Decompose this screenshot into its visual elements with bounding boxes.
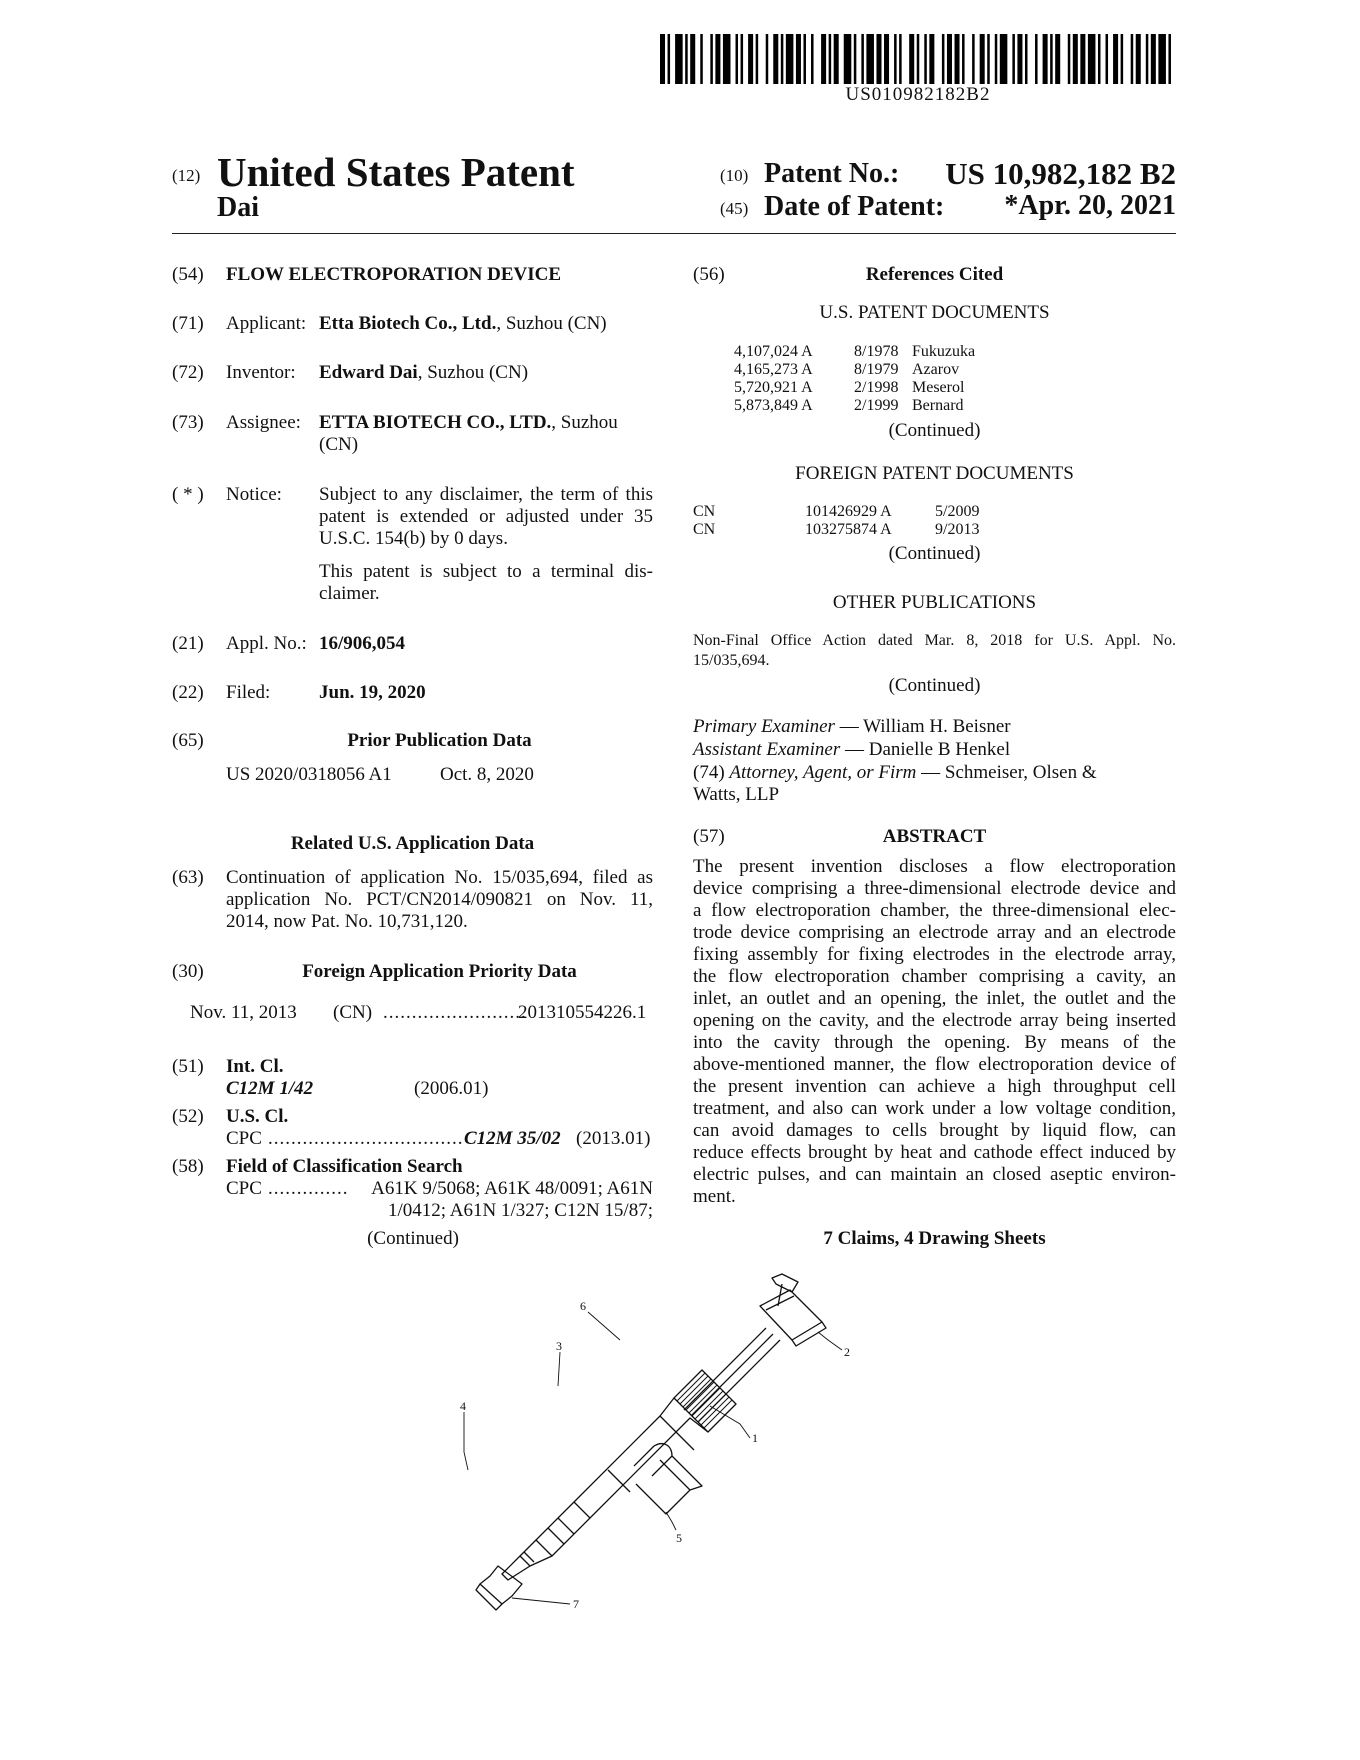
abstract-body [693,856,1176,1208]
abstract-line: fixing assembly for fixing electrodes in the electrode array, [693,944,1176,965]
attorney-label: Attorney, Agent, or Firm [729,762,917,783]
foreign-refs-continued: (Continued) [888,543,981,564]
code-22: (22) [172,682,204,703]
barcode-bar [1136,34,1141,84]
field-search-dots: .............. [268,1178,349,1199]
barcode-bar [821,34,826,84]
field-search-continued: (Continued) [367,1228,459,1249]
inventor-name: Edward Dai [319,362,418,383]
date-label: Date of Patent: [764,191,945,222]
code-12: (12) [172,166,201,185]
assignee-value [319,412,618,434]
us-refs-list [734,343,1002,415]
barcode-bar [668,34,671,84]
barcode-bar [861,34,864,84]
us-cl-year: (2013.01) [576,1128,651,1149]
abstract-line: device comprising a three-dimensional electrode device and [693,878,1176,899]
us-ref-date: 2/1998 [854,379,899,396]
assistant-examiner-name: — Danielle B Henkel [840,739,1011,760]
us-cl-class: C12M 35/02 [464,1128,561,1149]
barcode-bar [741,34,744,84]
us-ref-date: 2/1999 [854,397,899,414]
field-search-line-1: A61K 9/5068; A61K 48/0091; A61N [371,1178,653,1199]
appl-no: 16/906,054 [319,633,406,654]
inventor-value [319,362,528,384]
barcode-bar [995,34,998,84]
code-30: (30) [172,961,204,982]
assignee-name: ETTA BIOTECH CO., LTD. [319,412,552,433]
barcode-bar [1043,34,1048,84]
foreign-ref-country: CN [693,521,716,538]
code-45: (45) [720,199,749,218]
int-cl-class: C12M 1/42 [226,1078,314,1099]
us-ref-name: Bernard [912,397,964,414]
barcode-bar [773,34,778,84]
foreign-ref-date: 5/2009 [935,503,980,520]
primary-examiner-label: Primary Examiner [693,716,835,737]
code-54: (54) [172,264,204,285]
abstract-line: trode device comprising an electrode array and an electrode [693,922,1176,943]
notice-label: Notice: [226,484,282,505]
related-line-3: 2014, now Pat. No. 10,731,120. [226,911,468,932]
barcode-number: US010982182B2 [845,84,991,105]
barcode-bar [700,34,703,84]
barcode-bar [1146,34,1149,84]
figure-label-2: 2 [844,1345,850,1359]
us-ref-number: 4,165,273 A [734,361,813,378]
foreign-refs-table [693,503,995,539]
barcode-bar [685,34,688,84]
us-ref-name: Azarov [912,361,960,378]
foreign-ref-number: 103275874 A [805,521,892,538]
us-ref-row [734,379,1002,397]
barcode-bar [723,34,731,84]
barcode-bar [987,34,990,84]
us-ref-number: 4,107,024 A [734,343,813,360]
barcode-bar [962,34,965,84]
abstract-line: inlet, an outlet and an opening, the inlet, the outlet and the [693,988,1176,1009]
us-ref-row [734,343,1002,361]
figure-label-4: 4 [460,1399,466,1413]
code-74: (74) [693,762,725,783]
foreign-priority-country: (CN) [333,1002,373,1023]
barcode-bar [1098,34,1101,84]
barcode-bar [1106,34,1109,84]
abstract-line: reduce effects brought by heat and cathode effect induced by [693,1142,1176,1163]
code-52: (52) [172,1106,204,1127]
code-58: (58) [172,1156,204,1177]
barcode-bar [884,34,889,84]
field-search-label: Field of Classification Search [226,1156,463,1177]
abstract-line: opening on the cavity, and the electrode array being inserted [693,1010,1176,1031]
barcode-bar [854,34,857,84]
barcode-bar [675,34,683,84]
us-ref-number: 5,873,849 A [734,397,813,414]
barcode-bar [781,34,784,84]
barcode-bar [1068,34,1071,84]
barcode-bar [756,34,759,84]
figure-label-1: 1 [752,1431,758,1445]
field-search-line-2: 1/0412; A61N 1/327; C12N 15/87; [388,1200,653,1221]
barcode-bar [710,34,713,84]
abstract-line: the flow electroporation chamber comprising a cavity, an [693,966,1176,987]
us-ref-number: 5,720,921 A [734,379,813,396]
other-pub-line-1: Non-Final Office Action dated Mar. 8, 2018 for U.S. Appl. No. [693,632,1176,649]
us-refs-continued: (Continued) [888,420,981,441]
related-heading: Related U.S. Application Data [290,833,535,854]
inventor-short: Dai [217,192,259,223]
code-21: (21) [172,633,204,654]
other-pub-line-2: 15/035,694. [693,652,770,669]
notice-line-1: Subject to any disclaimer, the term of this [319,484,653,505]
barcode-bar [955,34,960,84]
barcode-bar [1158,34,1166,84]
assignee-country: (CN) [319,434,359,455]
us-ref-name: Fukuzuka [912,343,976,360]
foreign-ref-number: 101426929 A [805,503,892,520]
code-72: (72) [172,362,204,383]
barcode-bar [1088,34,1096,84]
us-cl-cpc: CPC [226,1128,262,1149]
barcode-bar [803,34,806,84]
abstract-line: ment. [693,1186,736,1207]
barcode-bar [917,34,920,84]
barcode-bar [942,34,945,84]
filed-date: Jun. 19, 2020 [319,682,426,703]
barcode-bar [1017,34,1022,84]
foreign-ref-date: 9/2013 [935,521,980,538]
barcode-bar [834,34,839,84]
barcode-bar [1131,34,1134,84]
barcode-bar [748,34,753,84]
barcode-bar [1168,34,1171,84]
abstract-line: a flow electroporation chamber, the three-dimensional elec- [693,900,1176,921]
barcode-bar [690,34,695,84]
barcode-bar [796,34,801,84]
barcode-bar [894,34,897,84]
barcode-bar [972,34,975,84]
barcode-bar [1025,34,1028,84]
code-notice: ( * ) [172,484,204,505]
us-ref-date: 8/1978 [854,343,899,360]
code-65: (65) [172,730,204,751]
related-line-2: application No. PCT/CN2014/090821 on Nov. 11, [226,889,653,910]
barcode-bar [1000,34,1008,84]
figure-label-3: 3 [556,1339,562,1353]
code-56: (56) [693,264,725,285]
figure-label-7: 7 [573,1597,579,1611]
prior-pub-number: US 2020/0318056 A1 [226,764,392,785]
attorney [693,762,1097,784]
abstract-line: The present invention discloses a flow electroporation [693,856,1176,877]
field-search-cpc: CPC [226,1178,262,1199]
barcode-bar [1035,34,1038,84]
barcode-bar [715,34,720,84]
barcode-bar [1151,34,1156,84]
us-cl-label: U.S. Cl. [226,1106,289,1127]
us-ref-row [734,361,1002,379]
foreign-priority-date: Nov. 11, 2013 [190,1002,297,1023]
barcode-bar [1050,34,1053,84]
us-ref-name: Meserol [912,379,965,396]
appl-no-label: Appl. No.: [226,633,307,654]
patent-type-title: United States Patent [217,149,575,195]
patent-no-label: Patent No.: [764,158,900,189]
other-pubs-continued: (Continued) [888,675,981,696]
barcode-bar [899,34,902,84]
us-ref-row [734,397,1002,415]
header-rule [172,233,1176,234]
barcode-bar [876,34,881,84]
notice-line-2: patent is extended or adjusted under 35 [319,506,653,527]
us-refs-table [734,343,1002,415]
attorney-name: — Schmeiser, Olsen & [916,762,1097,783]
barcode-bar [1080,34,1085,84]
foreign-docs-heading: FOREIGN PATENT DOCUMENTS [795,463,1074,484]
us-ref-date: 8/1979 [854,361,899,378]
other-pubs-heading: OTHER PUBLICATIONS [832,592,1037,613]
notice-line-5: claimer. [319,583,380,604]
figure-label-6: 6 [580,1299,586,1313]
applicant-value [319,313,607,335]
applicant-location: , Suzhou (CN) [496,313,607,334]
figure-label-5: 5 [676,1531,682,1545]
foreign-priority-dots: ......................... [383,1002,527,1023]
code-73: (73) [172,412,204,433]
barcode-bar [1113,34,1118,84]
patent-date: *Apr. 20, 2021 [1004,190,1176,221]
code-71: (71) [172,313,204,334]
barcode-bar [660,34,665,84]
applicant-name: Etta Biotech Co., Ltd. [319,313,497,334]
notice-line-4: This patent is subject to a terminal dis- [319,561,653,582]
barcode-bar [929,34,934,84]
barcode-bar [924,34,927,84]
assignee-label: Assignee: [226,412,301,433]
assistant-examiner [693,739,1010,761]
primary-examiner [693,716,1011,738]
barcode-bar [909,34,914,84]
barcode-bar [811,34,814,84]
abstract-heading: ABSTRACT [882,826,987,847]
primary-examiner-name: — William H. Beisner [834,716,1011,737]
barcode-bar [947,34,952,84]
barcode-bar [829,34,832,84]
barcode-bar [1073,34,1078,84]
attorney-name-2: Watts, LLP [693,784,780,805]
code-57: (57) [693,826,725,847]
related-line-1: Continuation of application No. 15/035,694, filed as [226,867,653,888]
code-51: (51) [172,1056,204,1077]
abstract-line: the present invention can achieve a high throughput cell [693,1076,1176,1097]
abstract-line: treatment, and also can work under a low voltage condition, [693,1098,1176,1119]
foreign-ref-row [693,503,995,521]
abstract-line: above-mentioned manner, the flow electroporation device of [693,1054,1176,1075]
assignee-location: , Suzhou [551,412,618,433]
applicant-label: Applicant: [226,313,307,334]
barcode [660,34,1176,84]
abstract-line: electric pulses, and can maintain an closed aseptic environ- [693,1164,1176,1185]
foreign-priority-number: 201310554226.1 [518,1002,647,1023]
int-cl-label: Int. Cl. [226,1056,284,1077]
barcode-bar [866,34,874,84]
barcode-bar [766,34,769,84]
barcode-bar [736,34,739,84]
abstract-line: into the cavity through the opening. By means of the [693,1032,1176,1053]
barcode-bar [1121,34,1124,84]
barcode-bar [844,34,852,84]
int-cl-year: (2006.01) [414,1078,489,1099]
code-10: (10) [720,166,749,185]
assistant-examiner-label: Assistant Examiner [693,739,841,760]
us-cl-dots: .................................. [268,1128,464,1149]
barcode-bar [980,34,985,84]
claims-summary: 7 Claims, 4 Drawing Sheets [823,1228,1046,1249]
patent-title: FLOW ELECTROPORATION DEVICE [226,264,562,285]
references-heading: References Cited [865,264,1004,285]
prior-pub-date: Oct. 8, 2020 [440,764,534,785]
code-63: (63) [172,867,204,888]
inventor-location: , Suzhou (CN) [417,362,529,383]
barcode-bar [786,34,794,84]
barcode-bar [1012,34,1015,84]
notice-line-3: U.S.C. 154(b) by 0 days. [319,528,508,549]
foreign-priority-heading: Foreign Application Priority Data [302,961,577,982]
foreign-ref-row [693,521,995,539]
us-docs-heading: U.S. PATENT DOCUMENTS [819,302,1050,323]
filed-label: Filed: [226,682,271,703]
device-drawing [440,1270,920,1670]
inventor-label: Inventor: [226,362,296,383]
abstract-line: can avoid damages to cells brought by liquid flow, can [693,1120,1176,1141]
foreign-ref-country: CN [693,503,716,520]
barcode-bar [1055,34,1060,84]
patent-number: US 10,982,182 B2 [945,156,1176,191]
foreign-refs-list [693,503,995,539]
prior-pub-heading: Prior Publication Data [347,730,532,751]
